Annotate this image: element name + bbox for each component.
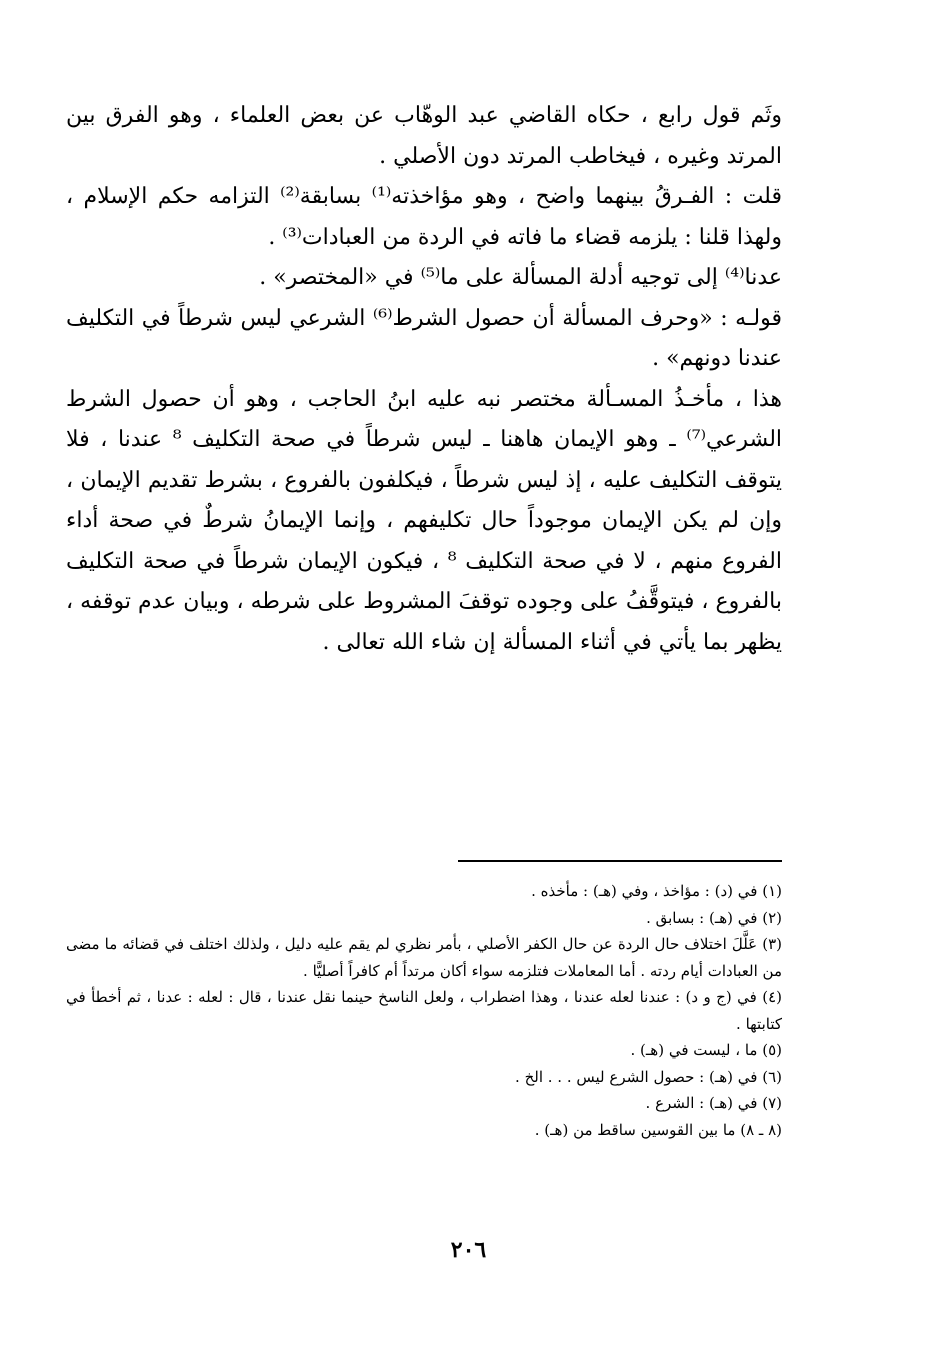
paragraph-explanation: هذا ، مأخـذُ المسـألة مختصر نبه عليه ابنُ الحاجب ، وهو أن حصول الشرط الشرعي⁽⁷⁾ ـ وهو الإيمان هاهنا ـ ليس شرطاً في صحة التكليف ⁸ عندنا ، فلا يتوقف التكليف عليه ، إذ ليس شرطاً ، فيكلفون بالفروع ، بشرط تقديم الإيمان ، وإن لم يكن الإيمان موجوداً حال تكليفهم ، وإنما الإيمانُ شرطٌ في صحة أداء الفروع منهم ، لا في صحة التكليف ⁸ ، فيكون الإيمان شرطاً في صحة التكليف بالفروع ، فيتوقَّفُ على وجوده توقفَ المشروط على شرطه ، وبيان عدم توقفه ، يظهر بما يأتي في أثناء المسألة إن شاء الله تعالى . [65,386,783,655]
main-text-body [66,96,782,663]
footnote-item: (٢) في (هـ) : بسابق . [646,908,782,927]
footnote-item: (٦) في (هـ) : حصول الشرع ليس . . . الخ . [515,1067,782,1086]
paragraph-return-to-evidence: عدنا⁽⁴⁾ إلى توجيه أدلة المسألة على ما⁽⁵⁾ في «المختصر» . [259,265,782,290]
page-number: ٢٠٦ [450,1237,487,1263]
footnote-item: (٤) في (ج و د) : عندنا لعله عندنا ، وهذا اضطراب ، ولعل الناسخ حينما نقل عندنا ، قال : لعله : عدنا ، ثم أخطأ في كتابتها . [66,988,782,1033]
footnotes-list [66,878,782,1143]
footnote-separator-rule [458,860,782,862]
footnote-item: (٥) ما ، ليست في (هـ) . [630,1041,782,1059]
footnote-item: (٨ ـ ٨) ما بين القوسين ساقط من (هـ) . [534,1120,782,1139]
paragraph-commentary: قلت : الفـرقُ بينهما واضح ، وهو مؤاخذته⁽¹⁾ بسابقة⁽²⁾ التزامه حكم الإسلام ، ولهذا قلنا : يلزمه قضاء ما فاته في الردة من العبادات⁽³⁾ . [66,184,782,250]
paragraph-fourth-opinion: وثَم قول رابع ، حكاه القاضي عبد الوهّاب عن بعض العلماء ، وهو الفرق بين المرتد وغيره ، فيخاطب المرتد دون الأصلي . [66,103,782,169]
footnote-item: (٧) في (هـ) : الشرع . [645,1094,782,1112]
footnote-item: (٣) عَلَّلَ اختلاف حال الردة عن حال الكفر الأصلي ، بأمر نظري لم يقم عليه دليل ، ولذلك اختلف في قضائه ما مضى من العبادات أيام ردته . أما المعاملات فتلزمه سواء أكان مرتداً أم كافراً أصليًّا . [66,935,782,980]
paragraph-quoted-statement: قولـه : «وحرف المسألة أن حصول الشرط⁽⁶⁾ الشرعي ليس شرطاً في التكليف عندنا دونهم» . [66,305,782,371]
footnote-item: (١) في (د) : مؤاخذ ، وفي (هـ) : مأخذه . [531,882,782,900]
